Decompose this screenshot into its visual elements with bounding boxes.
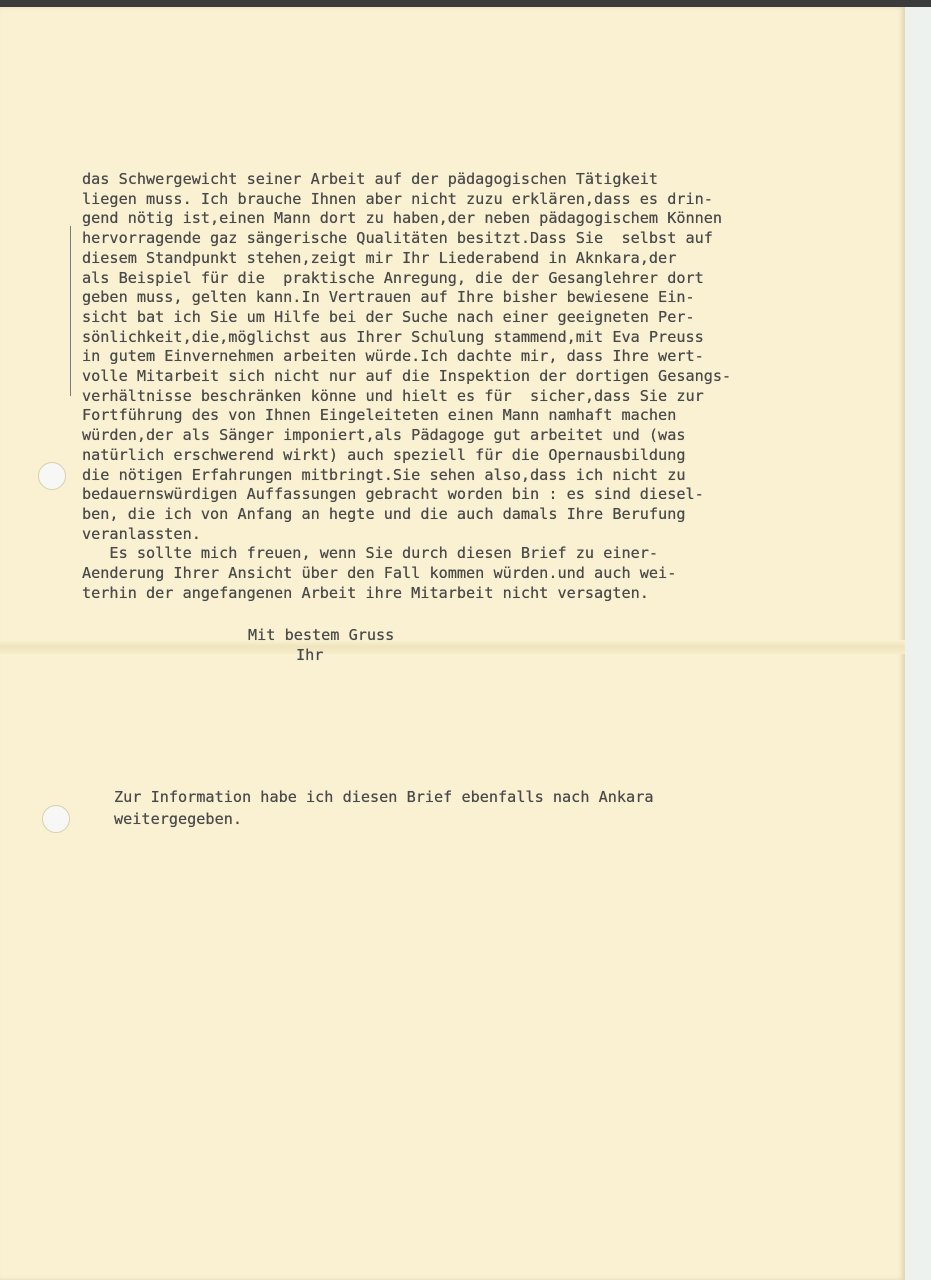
body-line: die nötigen Erfahrungen mitbringt.Sie sehen also,dass ich nicht zu [82,465,686,484]
body-line: gend nötig ist,einen Mann dort zu haben,der neben pädagogischem Können [82,209,723,228]
body-line: sönlichkeit,die,möglichst aus Ihrer Schulung stammend,mit Eva Preuss [82,327,704,346]
body-line: würden,der als Sänger imponiert,als Pädagoge gut arbeitet und (was [82,426,686,445]
body-line: bedauernswürdigen Auffassungen gebracht worden bin : es sind diesel- [82,485,704,504]
body-line: diesem Standpunkt stehen,zeigt mir Ihr Liederabend in Aknkara,der [82,248,677,267]
note-line: weitergegeben. [114,810,243,828]
closing-phrase: Mit bestem Gruss [248,626,395,644]
body-line: Es sollte mich freuen, wenn Sie durch diesen Brief zu einer- [82,544,659,563]
scan-background [905,7,931,1280]
body-line: veranlassten. [82,524,201,543]
note-line: Zur Information habe ich diesen Brief ebenfalls nach Ankara [114,788,654,806]
body-line: sicht bat ich Sie um Hilfe bei der Suche nach einer geeigneten Per- [82,307,695,326]
information-note [114,786,653,830]
punch-hole-upper [38,462,66,490]
signature-line: Ihr [296,646,324,664]
scan-top-edge [0,0,931,7]
body-line: verhältnisse beschränken könne und hielt es für sicher,dass Sie zur [82,386,704,405]
body-line: in gutem Einvernehmen arbeiten würde.Ich dachte mir, dass Ihre wert- [82,347,704,366]
body-line: terhin der angefangenen Arbeit ihre Mitarbeit nicht versagten. [82,583,649,602]
body-line: geben muss, gelten kann.In Vertrauen auf Ihre bisher bewiesene Ein- [82,288,695,307]
paper-fold [0,640,905,654]
body-line: natürlich erschwerend wirkt) auch speziell für die Opernausbildung [82,445,686,464]
body-line: als Beispiel für die praktische Anregung, die der Gesanglehrer dort [82,268,704,287]
body-line: liegen muss. Ich brauche Ihnen aber nicht zuzu erklären,dass es drin- [82,189,713,208]
margin-line [70,226,71,396]
body-line: das Schwergewicht seiner Arbeit auf der pädagogischen Tätigkeit [82,170,659,188]
body-line: hervorragende gaz sängerische Qualitäten besitzt.Dass Sie selbst auf [82,229,713,248]
letter-body [82,170,731,603]
body-line: volle Mitarbeit sich nicht nur auf die Inspektion der dortigen Gesangs- [82,367,732,386]
punch-hole-lower [42,805,70,833]
body-line: ben, die ich von Anfang an hegte und die auch damals Ihre Berufung [82,504,686,523]
body-line: Aenderung Ihrer Ansicht über den Fall kommen würden.und auch wei- [82,564,677,583]
body-line: Fortführung des von Ihnen Eingeleiteten einen Mann namhaft machen [82,406,677,425]
